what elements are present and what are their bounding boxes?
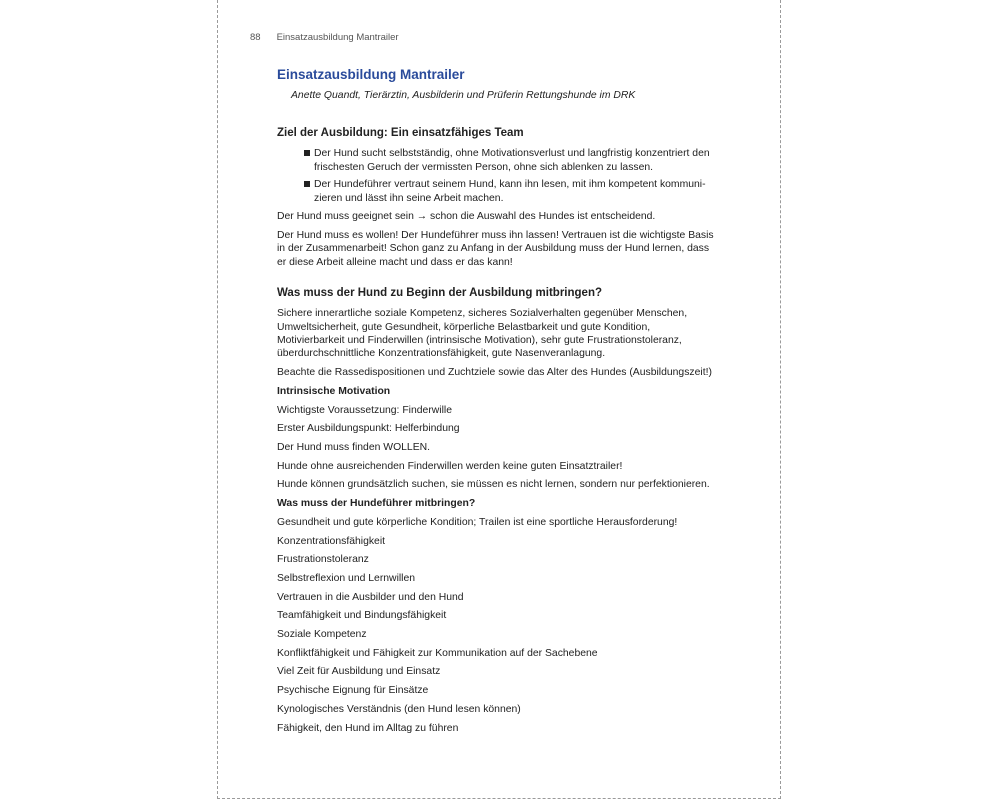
text-line: Viel Zeit für Ausbildung und Einsatz	[277, 666, 441, 678]
running-title: Einsatzausbildung Mantrailer	[276, 32, 399, 43]
section-heading-dog: Was muss der Hund zu Beginn der Ausbildung mitbringen?	[277, 287, 602, 300]
bullet-item	[304, 178, 717, 205]
text-line: Psychische Eignung für Einsätze	[277, 685, 429, 697]
paragraph: Sichere innerartliche soziale Kompetenz, sicheres Sozialverhalten gegenüber Menschen, Umweltsicherheit, gute Gesundheit, körperliche Belastbarkeit und gute Kondition, Motivierbarkeit und Finderwillen (intrinsische Motivation), sehr gute Frustrationstoleranz, überdurchschnittliche Konzentrationsfähigkeit, gute Nasenveranlagung.	[277, 308, 688, 360]
section-heading-handler: Was muss der Hundeführer mitbringen?	[277, 498, 476, 510]
text-line: Soziale Kompetenz	[277, 629, 367, 641]
paragraph: Beachte die Rassedispositionen und Zuchtziele sowie das Alter des Hundes (Ausbildungszeit!)	[277, 367, 712, 379]
text-line: Fähigkeit, den Hund im Alltag zu führen	[277, 722, 459, 734]
bullet-text: Der Hundeführer vertraut seinem Hund, kann ihn lesen, mit ihm kompetent kommuni-zieren und lässt ihn seine Arbeit machen.	[314, 179, 706, 204]
paragraph: Der Hund muss es wollen! Der Hundeführer muss ihn lassen! Vertrauen ist die wichtigste Basis in der Zusammenarbeit! Schon ganz zu Anfang in der Ausbildung muss der Hund lernen, dass er diese Arbeit alleine macht und dass er das kann!	[277, 229, 714, 268]
text-line: Vertrauen in die Ausbilder und den Hund	[277, 591, 464, 603]
motivation-lines	[277, 404, 717, 492]
text-line: Konfliktfähigkeit und Fähigkeit zur Kommunikation auf der Sachebene	[277, 647, 598, 659]
text-line: Kynologisches Verständnis (den Hund lesen können)	[277, 703, 521, 715]
article-title: Einsatzausbildung Mantrailer	[277, 67, 465, 82]
bullet-text: Der Hund sucht selbstständig, ohne Motivationsverlust und langfristig konzentriert den frischesten Geruch der vermissten Person, ohne sich ablenken zu lassen.	[314, 148, 710, 173]
article-author: Anette Quandt, Tierärztin, Ausbilderin und Prüferin Rettungshunde im DRK	[291, 90, 636, 101]
square-bullet-icon	[304, 181, 310, 187]
text-line: Teamfähigkeit und Bindungsfähigkeit	[277, 610, 447, 622]
page-number: 88	[250, 32, 261, 43]
section-heading-goal: Ziel der Ausbildung: Ein einsatzfähiges Team	[277, 127, 524, 140]
text-line: Gesundheit und gute körperliche Kondition; Trailen ist eine sportliche Herausforderung!	[277, 516, 678, 528]
text-line: Konzentrationsfähigkeit	[277, 535, 386, 547]
bullet-item	[304, 147, 717, 174]
subheading-motivation: Intrinsische Motivation	[277, 385, 391, 397]
text-line: Der Hund muss finden WOLLEN.	[277, 441, 431, 453]
text-line: Frustrationstoleranz	[277, 554, 369, 566]
handler-lines	[277, 516, 717, 735]
square-bullet-icon	[304, 150, 310, 156]
text-line: Erster Ausbildungspunkt: Helferbindung	[277, 423, 460, 435]
text-line: Wichtigste Voraussetzung: Finderwille	[277, 404, 452, 416]
paragraph: Der Hund muss geeignet sein → schon die Auswahl des Hundes ist entscheidend.	[277, 211, 656, 223]
goal-bullet-list	[277, 147, 717, 205]
article-body	[277, 66, 717, 740]
text-line: Selbstreflexion und Lernwillen	[277, 572, 416, 584]
running-header	[250, 32, 399, 43]
text-line: Hunde ohne ausreichenden Finderwillen werden keine guten Einsatztrailer!	[277, 460, 623, 472]
text-line: Hunde können grundsätzlich suchen, sie müssen es nicht lernen, sondern nur perfektionieren.	[277, 479, 710, 491]
